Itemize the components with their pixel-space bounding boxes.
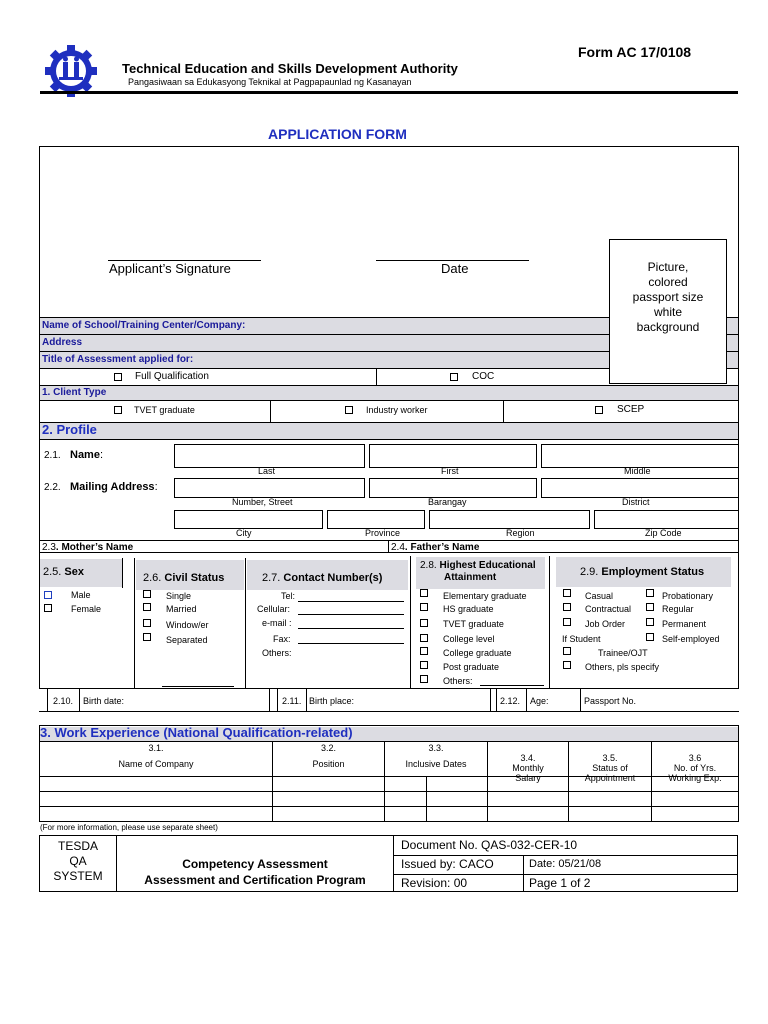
work-note: (For more information, please use separate sheet): [40, 823, 218, 832]
name-num: 2.1.: [44, 450, 61, 461]
city-input[interactable]: [174, 510, 323, 529]
program-label: Competency Assessment Assessment and Certification Program: [144, 857, 366, 887]
emp-others-label: Others, pls specify: [585, 662, 660, 672]
work-col-position: 3.2. Position: [312, 743, 345, 769]
client-scep-checkbox[interactable]: [595, 406, 603, 414]
street-input[interactable]: [174, 478, 365, 498]
emp-casual-checkbox[interactable]: [563, 589, 571, 597]
edu-college-level-checkbox[interactable]: [420, 634, 428, 642]
school-field-label: Name of School/Training Center/Company:: [42, 320, 246, 331]
last-name-input[interactable]: [174, 444, 365, 468]
emp-trainee-checkbox[interactable]: [563, 647, 571, 655]
header-rule: [40, 91, 738, 94]
client-industry-label: Industry worker: [366, 405, 428, 415]
separated-label: Separated: [166, 635, 208, 645]
region-caption: Region: [506, 528, 535, 538]
street-caption: Number, Street: [232, 497, 293, 507]
cellular-input[interactable]: [298, 614, 404, 615]
barangay-caption: Barangay: [428, 497, 467, 507]
emp-casual-label: Casual: [585, 591, 614, 601]
name-label: Name:: [70, 449, 104, 461]
picture-line: white: [653, 305, 682, 319]
client-industry-checkbox[interactable]: [345, 406, 353, 414]
male-label: Male: [71, 590, 91, 600]
revision: Revision: 00: [401, 876, 468, 890]
edu-post-grad-checkbox[interactable]: [420, 661, 428, 669]
emp-permanent-label: Permanent: [662, 619, 707, 629]
widow-label: Window/er: [166, 620, 209, 630]
barangay-input[interactable]: [369, 478, 537, 498]
city-caption: City: [236, 528, 252, 538]
issue-date: Date: 05/21/08: [529, 858, 602, 870]
edu-college-grad-label: College graduate: [443, 648, 512, 658]
male-checkbox[interactable]: [44, 591, 52, 599]
edu-tvet-checkbox[interactable]: [420, 619, 428, 627]
edu-hs-label: HS graduate: [443, 604, 494, 614]
work-col-years: 3.6 No. of Yrs. Working Exp.: [668, 753, 722, 783]
zip-input[interactable]: [594, 510, 739, 529]
picture-box: [609, 239, 727, 384]
emp-trainee-label: Trainee/OJT: [598, 648, 648, 658]
middle-name-input[interactable]: [541, 444, 739, 468]
emp-if-student-label: If Student: [562, 634, 601, 644]
work-col-dates: 3.3. Inclusive Dates: [405, 743, 467, 769]
address-field-label: Address: [42, 337, 83, 348]
work-experience-heading: 3. Work Experience (National Qualification-related): [40, 725, 353, 740]
female-checkbox[interactable]: [44, 604, 52, 612]
mailing-num: 2.2.: [44, 482, 61, 493]
birthplace-label: Birth place:: [309, 696, 355, 706]
emp-self-employed-checkbox[interactable]: [646, 633, 654, 641]
emp-others-checkbox[interactable]: [563, 661, 571, 669]
married-checkbox[interactable]: [143, 603, 151, 611]
sex-heading: 2.5. Sex: [43, 566, 84, 578]
profile-heading: 2. Profile: [42, 422, 97, 437]
separated-checkbox[interactable]: [143, 633, 151, 641]
middle-caption: Middle: [624, 466, 651, 476]
edu-elementary-checkbox[interactable]: [420, 589, 428, 597]
education-heading: 2.8. Highest Educational Attainment: [420, 560, 536, 583]
applicant-signature-label: Applicant’s Signature: [109, 261, 231, 276]
female-label: Female: [71, 604, 102, 614]
district-caption: District: [622, 497, 650, 507]
date-label: Date: [441, 261, 469, 276]
emp-contractual-label: Contractual: [585, 604, 632, 614]
edu-elementary-label: Elementary graduate: [443, 591, 527, 601]
first-caption: First: [441, 466, 459, 476]
first-name-input[interactable]: [369, 444, 537, 468]
province-input[interactable]: [327, 510, 425, 529]
single-label: Single: [166, 591, 192, 601]
email-input[interactable]: [298, 628, 404, 629]
form-number: Form AC 17/0108: [578, 44, 692, 60]
tel-label: Tel:: [281, 591, 296, 601]
region-input[interactable]: [429, 510, 590, 529]
emp-contractual-checkbox[interactable]: [563, 603, 571, 611]
client-tvet-checkbox[interactable]: [114, 406, 122, 414]
edu-others-input[interactable]: [480, 685, 544, 686]
full-qualification-label: Full Qualification: [135, 371, 209, 382]
emp-self-employed-label: Self-employed: [662, 634, 720, 644]
single-checkbox[interactable]: [143, 590, 151, 598]
birthdate-num: 2.10.: [53, 696, 74, 706]
client-type-heading: 1. Client Type: [42, 387, 107, 398]
last-caption: Last: [258, 466, 276, 476]
coc-checkbox[interactable]: [450, 373, 458, 381]
mailing-address-label: Mailing Address:: [70, 481, 158, 493]
district-input[interactable]: [541, 478, 739, 498]
edu-hs-checkbox[interactable]: [420, 603, 428, 611]
org-tagline: Pangasiwaan sa Edukasyong Teknikal at Pagpapaunlad ng Kasanayan: [128, 77, 412, 87]
tesda-logo-icon: [44, 44, 98, 98]
qa-system-label: TESDA QA SYSTEM: [53, 839, 103, 883]
others-contact-label: Others:: [262, 648, 292, 658]
father-name-label: 2.4. Father’s Name: [391, 542, 480, 553]
passport-label: Passport No.: [584, 696, 637, 706]
picture-line: Picture,: [647, 260, 689, 274]
cellular-label: Cellular:: [257, 604, 291, 614]
employment-heading: 2.9. Employment Status: [580, 566, 705, 578]
page-title: APPLICATION FORM: [268, 126, 407, 142]
fax-label: Fax:: [273, 634, 291, 644]
edu-tvet-label: TVET graduate: [443, 619, 504, 629]
table-row[interactable]: [39, 806, 739, 807]
edu-others-checkbox[interactable]: [420, 675, 428, 683]
email-label: e-mail :: [262, 618, 292, 628]
province-caption: Province: [365, 528, 401, 538]
org-name: Technical Education and Skills Development Authority: [122, 61, 458, 76]
emp-regular-label: Regular: [662, 604, 694, 614]
page-number: Page 1 of 2: [529, 876, 591, 890]
issued-by: Issued by: CACO: [401, 857, 494, 871]
edu-others-label: Others:: [443, 676, 473, 686]
document-number: Document No. QAS-032-CER-10: [401, 838, 578, 852]
coc-label: COC: [472, 371, 495, 382]
age-label: Age:: [530, 696, 549, 706]
fax-input[interactable]: [298, 643, 404, 644]
age-num: 2.12.: [500, 696, 521, 706]
picture-line: passport size: [632, 290, 704, 304]
picture-line: background: [636, 320, 700, 334]
assessment-title-label: Title of Assessment applied for:: [42, 354, 194, 365]
picture-line: colored: [648, 275, 688, 289]
emp-joborder-checkbox[interactable]: [563, 618, 571, 626]
civil-status-heading: 2.6. Civil Status: [143, 572, 225, 584]
table-row[interactable]: [39, 791, 739, 792]
client-scep-label: SCEP: [617, 404, 645, 415]
mother-name-label: 2.3. Mother’s Name: [42, 542, 134, 553]
emp-permanent-checkbox[interactable]: [646, 618, 654, 626]
edu-post-grad-label: Post graduate: [443, 662, 500, 672]
tel-input[interactable]: [298, 601, 404, 602]
full-qualification-checkbox[interactable]: [114, 373, 122, 381]
contact-heading: 2.7. Contact Number(s): [262, 572, 383, 584]
married-label: Married: [166, 604, 197, 614]
work-col-company: 3.1. Name of Company: [118, 743, 194, 769]
birthplace-num: 2.11.: [282, 696, 302, 706]
client-tvet-label: TVET graduate: [134, 405, 195, 415]
zip-caption: Zip Code: [645, 528, 682, 538]
edu-college-grad-checkbox[interactable]: [420, 647, 428, 655]
emp-regular-checkbox[interactable]: [646, 603, 654, 611]
widow-checkbox[interactable]: [143, 619, 151, 627]
work-col-status: 3.5. Status of Appointment: [584, 753, 636, 783]
emp-joborder-label: Job Order: [585, 619, 626, 629]
emp-probationary-label: Probationary: [662, 591, 714, 601]
edu-college-level-label: College level: [443, 634, 495, 644]
birthdate-label: Birth date:: [83, 696, 125, 706]
emp-probationary-checkbox[interactable]: [646, 589, 654, 597]
work-col-salary: 3.4. Monthly Salary: [512, 753, 544, 783]
